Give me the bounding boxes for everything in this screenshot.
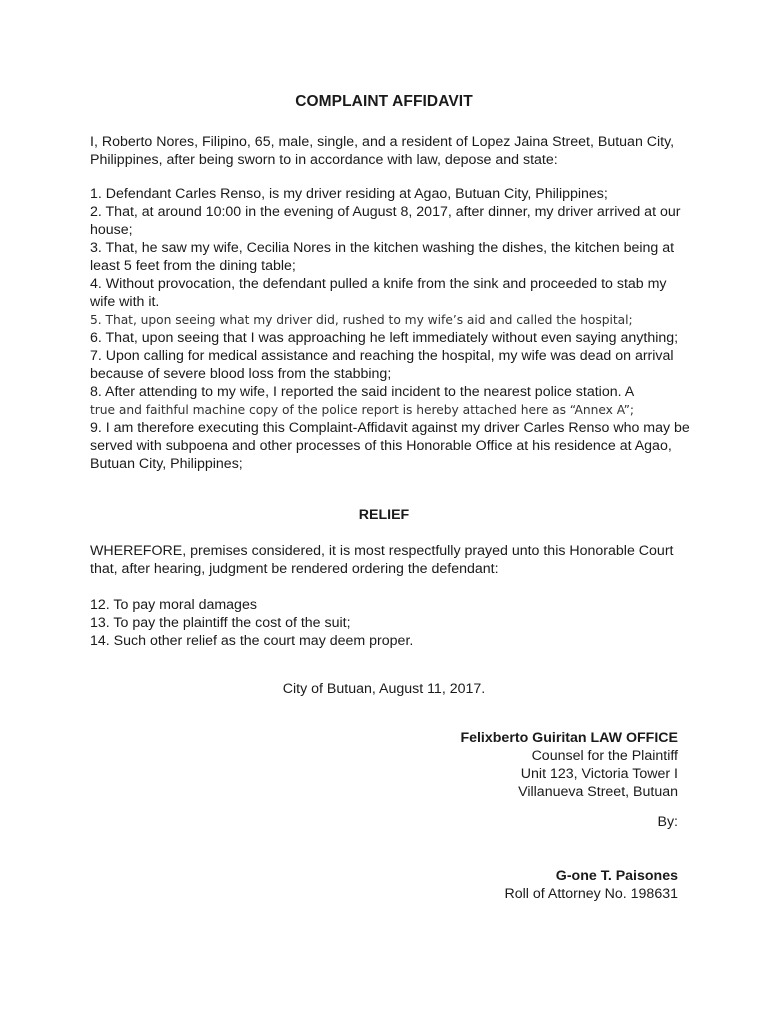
numbered-statements xyxy=(90,185,690,473)
wherefore-text: WHEREFORE, premises considered, it is most respectfully prayed unto this Honorable Court that, after hearing, judgment be rendered ordering the defendant: xyxy=(90,543,674,577)
statement-item: 2. That, at around 10:00 in the evening of August 8, 2017, after dinner, my driver arrived at our house; xyxy=(90,204,681,238)
statement-item: 5. That, upon seeing what my driver did, rushed to my wife’s aid and called the hospital; xyxy=(90,313,633,327)
prayer-list xyxy=(90,596,690,650)
statement-item: 1. Defendant Carles Renso, is my driver residing at Agao, Butuan City, Philippines; xyxy=(90,186,608,202)
statement-item: 4. Without provocation, the defendant pulled a knife from the sink and proceeded to stab my wife with it. xyxy=(90,276,667,310)
law-office-name: Felixberto Guiritan LAW OFFICE xyxy=(460,730,678,746)
statement-item: 6. That, upon seeing that I was approaching he left immediately without even saying anything; xyxy=(90,330,679,346)
relief-heading: RELIEF xyxy=(358,507,410,523)
statement-item: 3. That, he saw my wife, Cecilia Nores in the kitchen washing the dishes, the kitchen being at least 5 feet from the dining table; xyxy=(90,240,675,274)
counsel-role: Counsel for the Plaintiff xyxy=(531,748,678,764)
address-line-2: Villanueva Street, Butuan xyxy=(518,784,678,800)
dateline: City of Butuan, August 11, 2017. xyxy=(282,681,486,697)
attorney-name: G-one T. Paisones xyxy=(555,868,678,884)
statement-item: 8. After attending to my wife, I reported the said incident to the nearest police station. A xyxy=(90,384,635,400)
by-label: By: xyxy=(657,814,678,830)
prayer-item: 12. To pay moral damages xyxy=(90,597,257,613)
prayer-item: 13. To pay the plaintiff the cost of the suit; xyxy=(90,615,351,631)
intro-paragraph xyxy=(90,133,690,169)
wherefore-paragraph xyxy=(90,542,690,578)
statement-item: 7. Upon calling for medical assistance and reaching the hospital, my wife was dead on arrival because of severe blood loss from the stabbing; xyxy=(90,348,674,382)
statement-item-continuation: true and faithful machine copy of the police report is hereby attached here as “Annex A”; xyxy=(90,403,635,417)
statement-item: 9. I am therefore executing this Complaint-Affidavit against my driver Carles Renso who may be served with subpoena and other processes of this Honorable Office at his residence at Agao, Butuan City, Philippines; xyxy=(90,420,690,472)
roll-of-attorney: Roll of Attorney No. 198631 xyxy=(504,886,678,902)
signature-block xyxy=(460,729,678,903)
prayer-item: 14. Such other relief as the court may deem proper. xyxy=(90,633,414,649)
address-line-1: Unit 123, Victoria Tower I xyxy=(520,766,678,782)
document-title: COMPLAINT AFFIDAVIT xyxy=(295,93,473,110)
intro-text: I, Roberto Nores, Filipino, 65, male, single, and a resident of Lopez Jaina Street, Butuan City, Philippines, after being sworn to in accordance with law, depose and state: xyxy=(90,134,675,168)
